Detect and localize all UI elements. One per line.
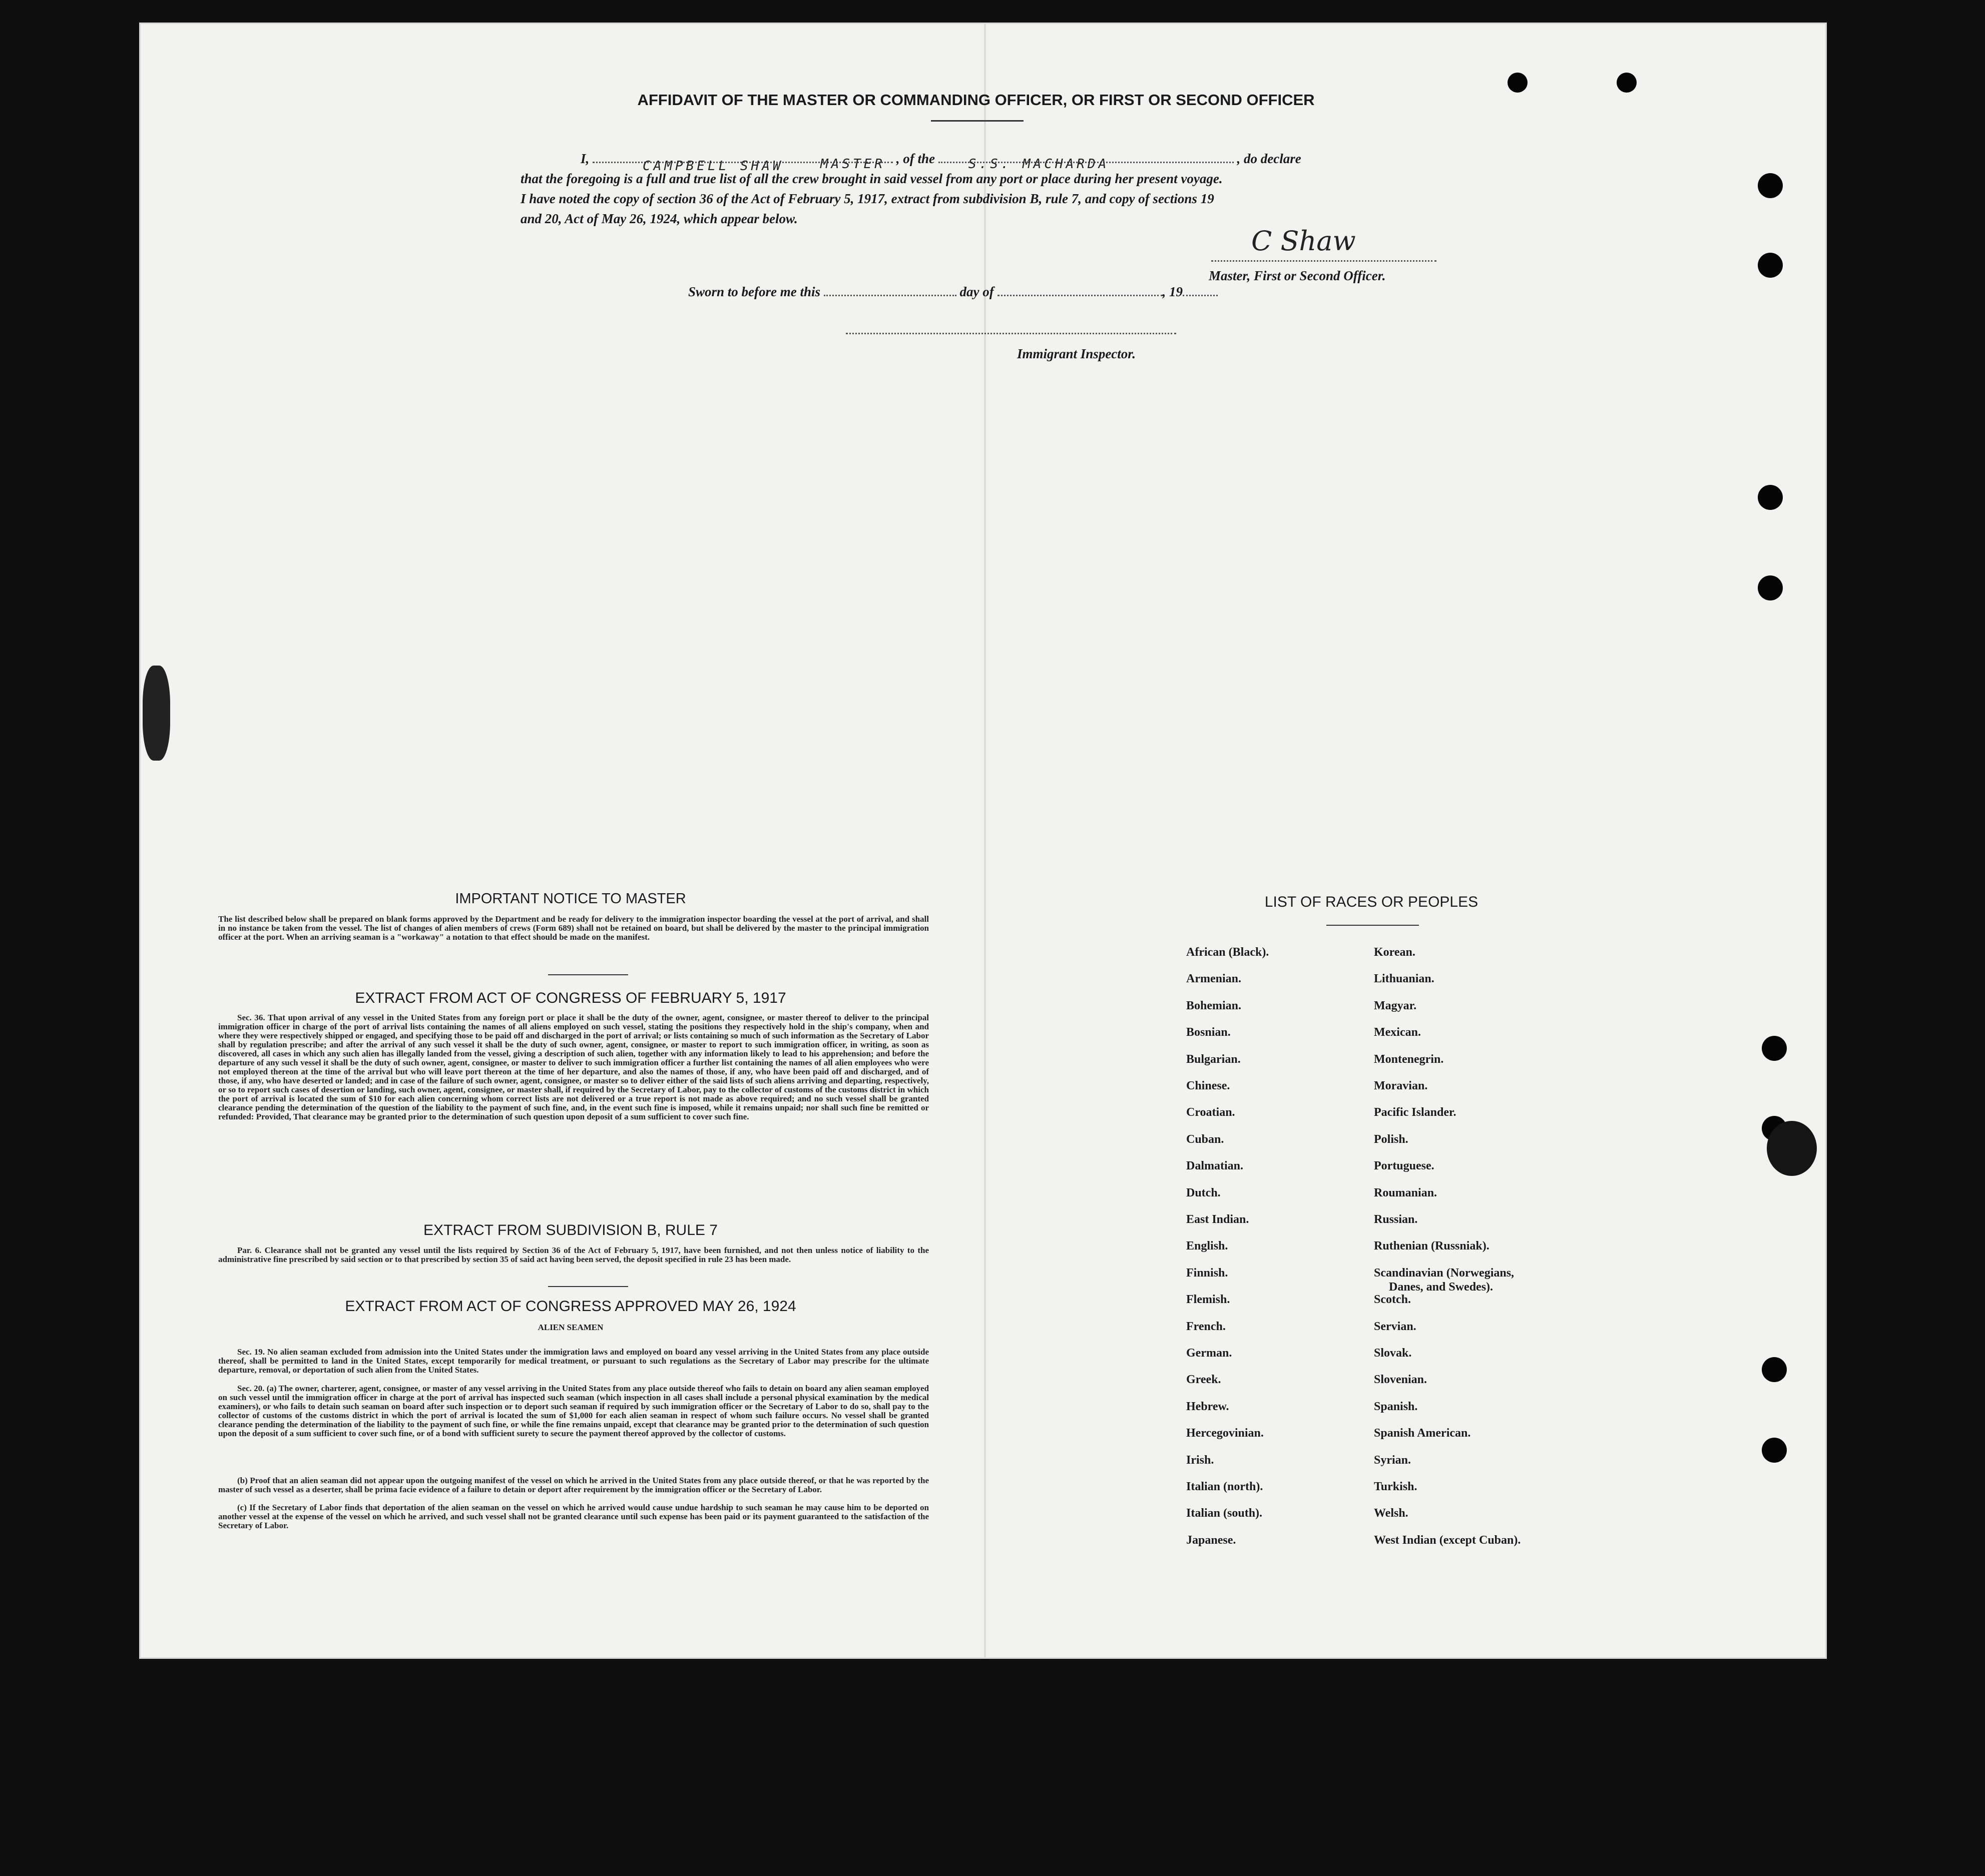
notice-text: The list described below shall be prepared on blank forms approved by the Department and be ready for delivery to the immigration inspector boarding the vessel at the port of arrival, and shall in no instance be taken from the vessel. The list of changes of alien members of crews (Form 689) shall not be retained on board, but shall be delivered by the master to the principal immigration officer at the port. When an arriving seaman is a "workaway" a notation to that effect should be made on the manifest. [218, 914, 929, 942]
affidavit-line-3: I have noted the copy of section 36 of the Act of February 5, 1917, extract from subdivision B, rule 7, and copy of sections 19 [521, 191, 1214, 206]
page-fold [984, 23, 986, 1659]
notice-title: IMPORTANT NOTICE TO MASTER [455, 891, 686, 907]
race-item: Montenegrin. [1374, 1052, 1444, 1066]
race-item: French. [1186, 1320, 1226, 1333]
punch-hole [1758, 485, 1783, 510]
race-item: East Indian. [1186, 1213, 1249, 1226]
race-item: Japanese. [1186, 1533, 1236, 1547]
affidavit-title: AFFIDAVIT OF THE MASTER OR COMMANDING OFFICER, OR FIRST OR SECOND OFFICER [637, 91, 1315, 109]
vessel-name: S.S. MACHARDA [968, 157, 1110, 172]
year-label: , 19 [1162, 284, 1183, 299]
race-item: Greek. [1186, 1373, 1221, 1387]
race-item: African (Black). [1186, 946, 1269, 959]
race-item: Hercegovinian. [1186, 1427, 1264, 1440]
punch-hole [1758, 575, 1783, 600]
race-item: German. [1186, 1347, 1232, 1360]
race-item: Polish. [1374, 1132, 1408, 1146]
punch-hole [1508, 73, 1528, 93]
race-item: Mexican. [1374, 1026, 1421, 1039]
sworn-day-blank [824, 295, 956, 296]
section-rule [548, 974, 628, 975]
affidavit-declaration-line [581, 151, 1301, 174]
race-item: Magyar. [1374, 999, 1417, 1012]
punch-hole [1762, 1036, 1787, 1061]
race-item: Dalmatian. [1186, 1159, 1243, 1173]
race-item: Pacific Islander. [1374, 1106, 1456, 1119]
race-item: Spanish American. [1374, 1427, 1471, 1440]
extract-1917-title: EXTRACT FROM ACT OF CONGRESS OF FEBRUARY 5, 1917 [355, 990, 786, 1006]
do-declare-label: , do declare [1237, 151, 1301, 166]
race-item: Finnish. [1186, 1266, 1228, 1280]
race-item: Ruthenian (Russniak). [1374, 1239, 1490, 1253]
race-item: Servian. [1374, 1320, 1416, 1333]
sworn-month-blank [998, 295, 1163, 296]
race-item: Slovak. [1374, 1347, 1412, 1360]
punch-hole [1762, 1357, 1787, 1382]
extract-1917-text: Sec. 36. That upon arrival of any vessel in the United States from any foreign port or place it shall be the duty of the owner, agent, consignee, or master thereof to deliver to the principal immigration officer in charge of the port of arrival lists containing the names of all aliens employed on such vessel, stating the positions they respectively hold in the ship's company, when and where they were respectively shipped or engaged, and specifying those to be paid off and discharged in the port of arrival; or lists containing so much of such information as the Secretary of Labor shall by regulation prescribe; and after the arrival of any such vessel it shall be the duty of such owner, agent, consignee, or master to report to such immigration officer, in writing, as soon as discovered, all cases in which any such alien has illegally landed from the vessel, giving a description of such alien, together with any information likely to lead to his apprehension; and before the departure of any such vessel it shall be the duty of such owner, agent, consignee, or master to deliver to such immigration officer a further list containing the names of all alien employees who were not employed thereon at the time of the arrival but who will leave port thereon at the time of her departure, and also the names of those, if any, who have been paid off and discharged, and of those, if any, who have deserted or landed; and in case of the failure of such owner, agent, consignee, or master so to deliver either of the said lists of such aliens arriving and departing, respectively, or so to report such cases of desertion or landing, such owner, agent, consignee, or master shall, if required by the Secretary of Labor, pay to the collector of customs of the customs district in which the port of arrival is located the sum of $10 for each alien concerning whom correct lists are not delivered or a true report is not made as above required; and no such vessel shall be granted clearance pending the determination of the question of the liability to the payment of such fine, and, in the event such fine is imposed, while it remains unpaid; nor shall such fine be remitted or refunded: Provided, That clearance may be granted prior to the determination of such question upon deposit of a sum sufficient to cover such fine. [218, 1013, 929, 1121]
race-item: Welsh. [1374, 1507, 1408, 1520]
race-item: West Indian (except Cuban). [1374, 1533, 1521, 1547]
section-rule [548, 1286, 628, 1287]
race-item: Italian (north). [1186, 1480, 1263, 1493]
race-item-continuation: Danes, and Swedes). [1389, 1280, 1494, 1294]
race-item: English. [1186, 1239, 1228, 1253]
punch-hole [1762, 1438, 1787, 1463]
race-item: Turkish. [1374, 1480, 1417, 1493]
affidavit-line-4: and 20, Act of May 26, 1924, which appear below. [521, 211, 798, 226]
race-item: Cuban. [1186, 1132, 1224, 1146]
race-item: Roumanian. [1374, 1186, 1437, 1199]
race-item: Syrian. [1374, 1453, 1411, 1467]
race-item: Lithuanian. [1374, 972, 1434, 986]
of-the-label: , of the [896, 151, 935, 166]
ink-stain [1767, 1121, 1817, 1176]
master-signature: C Shaw [1251, 225, 1356, 257]
races-title: LIST OF RACES OR PEOPLES [1264, 894, 1478, 910]
race-item: Italian (south). [1186, 1507, 1263, 1520]
races-rule [1326, 925, 1419, 926]
sworn-label: Sworn to before me this [688, 284, 821, 299]
day-of-label: day of [959, 284, 994, 299]
race-item: Korean. [1374, 946, 1415, 959]
race-item: Bosnian. [1186, 1026, 1231, 1039]
subdivision-b-title: EXTRACT FROM SUBDIVISION B, RULE 7 [423, 1222, 718, 1238]
race-item: Flemish. [1186, 1293, 1230, 1307]
title-rule [931, 120, 1024, 122]
sworn-line [688, 284, 1218, 300]
race-item: Bohemian. [1186, 999, 1242, 1012]
punch-hole [1617, 73, 1637, 93]
affidavit-line-2: that the foregoing is a full and true list of all the crew brought in said vessel from any port or place during her present voyage. [521, 171, 1223, 186]
extract-1924-sec20a: Sec. 20. (a) The owner, charterer, agent, consignee, or master of any vessel arriving in the United States from any place outside thereof who fails to detain on board any alien seaman employed on such vessel until the immigration officer in charge at the port of arrival has inspected such seaman (which inspection in all cases shall include a personal physical examination by the medical examiners), or who fails to detain such seaman on board after such inspection or to deport such seaman if required by such immigration officer or the Secretary of Labor to do so, shall pay to the collector of customs of the customs district in which the port of arrival is located the sum of $1,000 for each alien seaman in respect of whom such failure occurs. No vessel shall be granted clearance pending the determination of the liability to the payment of such fine, or while the fine remains unpaid, except that clearance may be granted prior to the determination of such question upon the deposit of a sum sufficient to cover such fine, or of a bond with sufficient surety to secure the payment thereof approved by the collector of customs. [218, 1384, 929, 1438]
inspector-label: Immigrant Inspector. [1017, 346, 1136, 361]
punch-hole [1758, 173, 1783, 198]
race-item: Bulgarian. [1186, 1052, 1241, 1066]
race-item: Russian. [1374, 1213, 1418, 1226]
ink-stain [143, 666, 170, 761]
race-item: Armenian. [1186, 972, 1241, 986]
race-item: Irish. [1186, 1453, 1214, 1467]
alien-seamen-subtitle: ALIEN SEAMEN [538, 1323, 604, 1332]
inspector-signature-line [846, 333, 1176, 334]
declarant-rank: MASTER [820, 157, 885, 172]
extract-1924-title: EXTRACT FROM ACT OF CONGRESS APPROVED MAY 26, 1924 [345, 1298, 796, 1315]
declarant-name: CAMPBELL SHAW [643, 159, 784, 174]
master-signature-label: Master, First or Second Officer. [1209, 268, 1386, 283]
extract-1924-sec20c: (c) If the Secretary of Labor finds that deportation of the alien seaman on the vessel on which he arrived would cause undue hardship to such seaman he may cause him to be deported on another vessel at the expense of the vessel on which he arrived, and such vessel shall not be granted clearance until such expense has been paid or its payment guaranteed to the satisfaction of the Secretary of Labor. [218, 1503, 929, 1530]
signature-line [1211, 260, 1436, 262]
race-item: Dutch. [1186, 1186, 1221, 1199]
race-item: Moravian. [1374, 1079, 1428, 1092]
punch-hole [1758, 253, 1783, 278]
race-item: Hebrew. [1186, 1400, 1229, 1413]
declarant-prefix: I, [581, 151, 590, 166]
subdivision-b-text: Par. 6. Clearance shall not be granted any vessel until the lists required by Section 36 of the Act of February 5, 1917, have been furnished, and not then unless notice of liability to the administrative fine prescribed by said section or to that prescribed by section 35 of said act having been served, the deposit specified in rule 23 has been made. [218, 1245, 929, 1264]
race-item: Croatian. [1186, 1106, 1235, 1119]
race-item: Chinese. [1186, 1079, 1230, 1092]
sworn-year-blank [1183, 295, 1218, 296]
race-item: Spanish. [1374, 1400, 1418, 1413]
extract-1924-sec19: Sec. 19. No alien seaman excluded from admission into the United States under the immigration laws and employed on board any vessel arriving in the United States from any place outside thereof, shall be permitted to land in the United States, except temporarily for medical treatment, or pursuant to such regulations as the Secretary of Labor may prescribe for the ultimate departure, removal, or deportation of such alien from the United States. [218, 1347, 929, 1375]
race-item: Portuguese. [1374, 1159, 1434, 1173]
race-item: Scotch. [1374, 1293, 1411, 1307]
race-item: Slovenian. [1374, 1373, 1427, 1387]
extract-1924-sec20b: (b) Proof that an alien seaman did not appear upon the outgoing manifest of the vessel on which he arrived in the United States from any place outside thereof, or that he was reported by the master of such vessel as a deserter, shall be prima facie evidence of a failure to detain or deport after requirement by the immigration officer or the Secretary of Labor. [218, 1476, 929, 1494]
race-item: Scandinavian (Norwegians, [1374, 1266, 1515, 1280]
